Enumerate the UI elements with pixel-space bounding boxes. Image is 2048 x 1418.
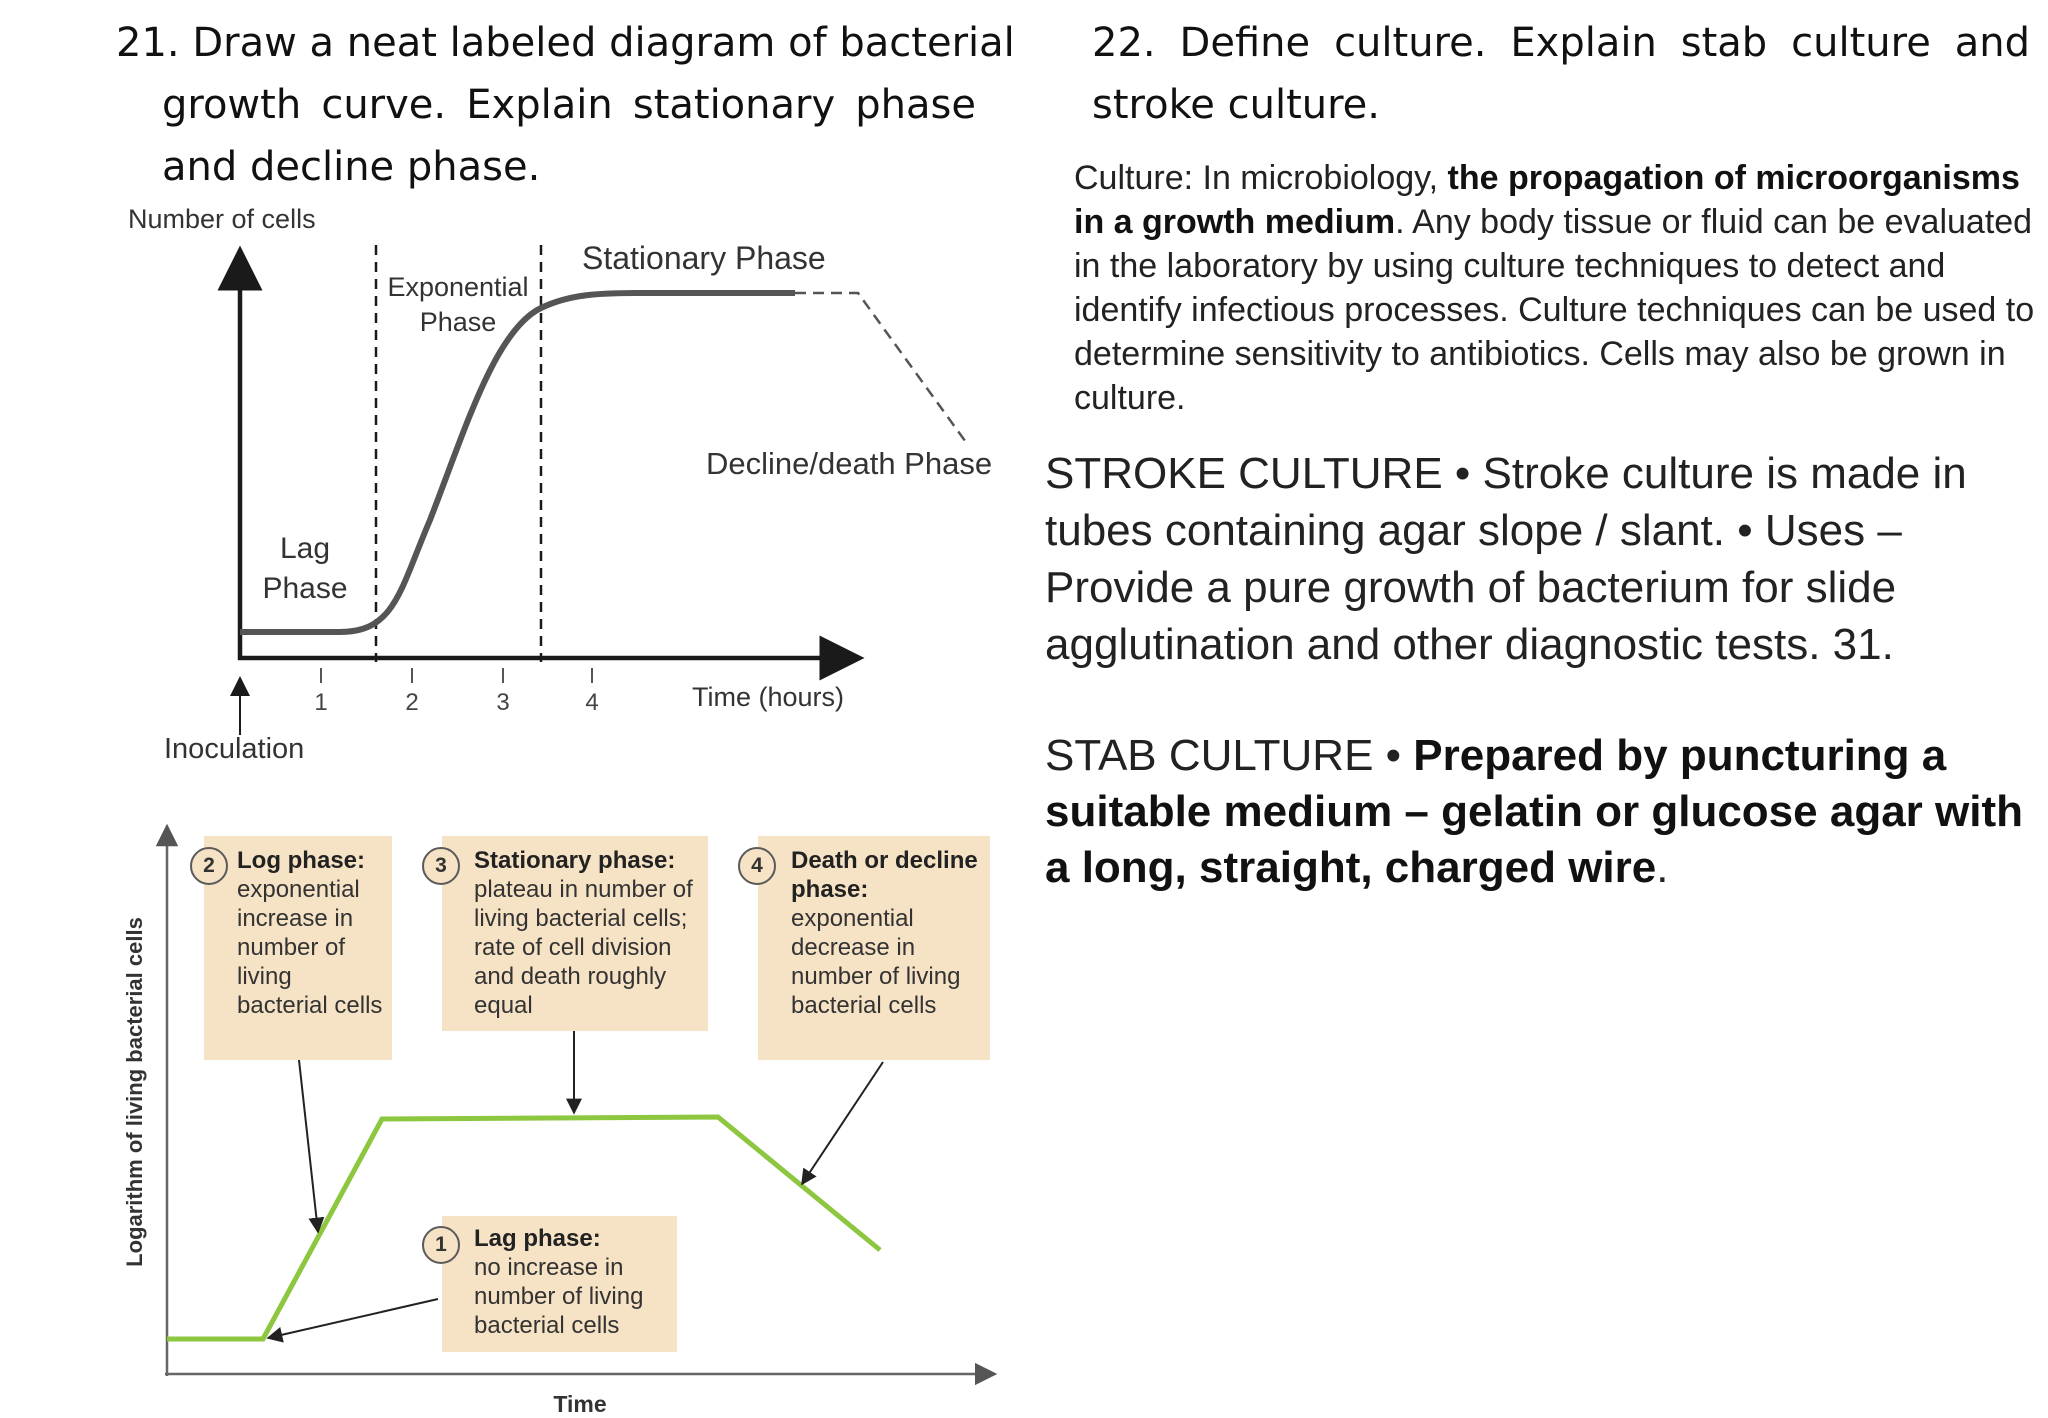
lag-phase-arrow xyxy=(268,1299,438,1338)
diagram1-xtick-3: 3 xyxy=(496,689,510,716)
stab-culture-text xyxy=(1045,728,2035,896)
death-phase-title: Death or decline phase: xyxy=(791,847,978,903)
diagram1-xtick-1: 1 xyxy=(314,689,328,716)
death-phase-number: 4 xyxy=(738,847,776,885)
exp-phase-label-2: Phase xyxy=(419,307,497,337)
question-22-line-1: 22. Define culture. Explain stab culture and xyxy=(1092,20,2030,66)
death-phase-text xyxy=(791,846,987,1020)
stationary-phase-title: Stationary phase: xyxy=(474,847,676,874)
diagram1-ylabel: Number of cells xyxy=(128,204,316,234)
lag-phase-label-2: Phase xyxy=(262,572,348,605)
lag-phase-desc: no increase in number of living bacterial cells xyxy=(474,1254,644,1339)
stationary-phase-desc: plateau in number of living bacterial cells; rate of cell division and death roughly equal xyxy=(474,876,693,1019)
diagram1-xtick-4: 4 xyxy=(585,689,599,716)
stationary-phase-label: Stationary Phase xyxy=(582,240,826,276)
culture-prefix: Culture: In microbiology, xyxy=(1074,159,1448,197)
stroke-culture-text: STROKE CULTURE • Stroke culture is made in tubes containing agar slope / slant. • Uses – Provide a pure growth of bacterium for slide agglutination and other diagnostic tests. 31. xyxy=(1045,449,1967,669)
lag-phase-number: 1 xyxy=(422,1226,460,1264)
decline-phase-label: Decline/death Phase xyxy=(706,446,993,481)
diagram2-xlabel: Time xyxy=(553,1391,607,1417)
log-phase-text xyxy=(237,846,389,1020)
inoculation-label: Inoculation xyxy=(164,733,305,765)
stationary-phase-number: 3 xyxy=(422,847,460,885)
lag-phase-label-1: Lag xyxy=(279,532,331,565)
culture-rest: . Any body tissue or fluid can be evaluated in the laboratory by using culture techniques to detect and identify infectious processes. Culture techniques can be used to determine sensitivity to antibiotics. Cells may also be grown in culture. xyxy=(1074,203,2035,417)
decline-curve xyxy=(795,293,968,445)
stab-bold: Prepared by puncturing a suitable medium – gelatin or glucose agar with a long, straight, charged wire xyxy=(1045,731,2023,892)
log-phase-arrow xyxy=(299,1060,318,1232)
question-21-line-1: 21. Draw a neat labeled diagram of bacterial xyxy=(116,20,1015,66)
growth-curve-diagram xyxy=(0,0,1030,790)
stationary-phase-text xyxy=(474,846,704,1020)
question-21-line-2: growth curve. Explain stationary phase xyxy=(162,82,976,128)
exp-phase-label-1: Exponential xyxy=(387,272,529,302)
log-phase-desc: exponential increase in number of living bacterial cells xyxy=(237,876,383,1019)
stab-prefix: STAB CULTURE • xyxy=(1045,731,1414,780)
stab-suffix: . xyxy=(1656,843,1669,892)
log-phase-title: Log phase: xyxy=(237,847,366,874)
death-phase-arrow xyxy=(802,1062,883,1184)
question-22 xyxy=(1092,12,2030,136)
question-21-line-3: and decline phase. xyxy=(162,144,541,190)
lag-phase-text xyxy=(474,1224,672,1340)
death-phase-desc: exponential decrease in number of living bacterial cells xyxy=(791,905,961,1019)
diagram1-xlabel: Time (hours) xyxy=(692,682,845,712)
log-phase-number: 2 xyxy=(190,847,228,885)
culture-bold: the propagation of microorganisms in a growth medium xyxy=(1074,159,2020,241)
culture-definition xyxy=(1074,156,2044,420)
diagram2-ylabel: Logarithm of living bacterial cells xyxy=(122,917,147,1267)
diagram1-xtick-2: 2 xyxy=(405,689,419,716)
lag-phase-title: Lag phase: xyxy=(474,1225,601,1252)
question-22-line-2: stroke culture. xyxy=(1092,82,1381,128)
